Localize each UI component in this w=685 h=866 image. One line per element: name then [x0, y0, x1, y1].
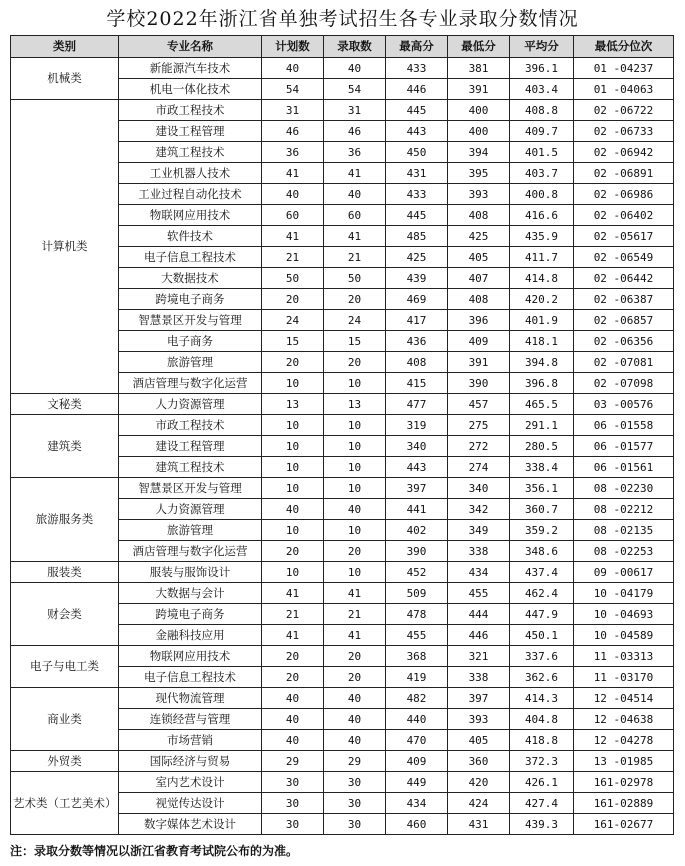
rank-cell: 06 -01577 — [574, 436, 674, 457]
admit-cell: 13 — [324, 394, 386, 415]
category-cell: 服装类 — [11, 562, 119, 583]
category-cell: 文秘类 — [11, 394, 119, 415]
major-cell: 人力资源管理 — [119, 499, 262, 520]
rank-cell: 08 -02212 — [574, 499, 674, 520]
min-cell: 342 — [448, 499, 510, 520]
min-cell: 424 — [448, 793, 510, 814]
plan-cell: 54 — [262, 79, 324, 100]
rank-cell: 08 -02230 — [574, 478, 674, 499]
table-row — [11, 562, 674, 583]
avg-cell: 403.4 — [510, 79, 574, 100]
max-cell: 433 — [386, 184, 448, 205]
avg-cell: 356.1 — [510, 478, 574, 499]
table-row — [11, 478, 674, 499]
admit-cell: 31 — [324, 100, 386, 121]
max-cell: 402 — [386, 520, 448, 541]
max-cell: 449 — [386, 772, 448, 793]
header-admit: 录取数 — [324, 36, 386, 58]
rank-cell: 08 -02135 — [574, 520, 674, 541]
avg-cell: 409.7 — [510, 121, 574, 142]
max-cell: 443 — [386, 121, 448, 142]
table-body — [11, 58, 674, 835]
admit-cell: 36 — [324, 142, 386, 163]
plan-cell: 40 — [262, 499, 324, 520]
avg-cell: 401.9 — [510, 310, 574, 331]
min-cell: 274 — [448, 457, 510, 478]
major-cell: 室内艺术设计 — [119, 772, 262, 793]
major-cell: 工业机器人技术 — [119, 163, 262, 184]
max-cell: 482 — [386, 688, 448, 709]
plan-cell: 20 — [262, 352, 324, 373]
admit-cell: 40 — [324, 730, 386, 751]
admit-cell: 50 — [324, 268, 386, 289]
avg-cell: 362.6 — [510, 667, 574, 688]
major-cell: 建筑工程技术 — [119, 457, 262, 478]
admit-cell: 40 — [324, 688, 386, 709]
plan-cell: 40 — [262, 184, 324, 205]
max-cell: 477 — [386, 394, 448, 415]
major-cell: 电子商务 — [119, 331, 262, 352]
admit-cell: 10 — [324, 478, 386, 499]
avg-cell: 447.9 — [510, 604, 574, 625]
major-cell: 市政工程技术 — [119, 415, 262, 436]
admit-cell: 41 — [324, 583, 386, 604]
plan-cell: 40 — [262, 709, 324, 730]
plan-cell: 13 — [262, 394, 324, 415]
rank-cell: 09 -00617 — [574, 562, 674, 583]
plan-cell: 30 — [262, 772, 324, 793]
major-cell: 软件技术 — [119, 226, 262, 247]
plan-cell: 24 — [262, 310, 324, 331]
min-cell: 434 — [448, 562, 510, 583]
header-avg: 平均分 — [510, 36, 574, 58]
plan-cell: 21 — [262, 604, 324, 625]
min-cell: 349 — [448, 520, 510, 541]
plan-cell: 40 — [262, 688, 324, 709]
max-cell: 455 — [386, 625, 448, 646]
avg-cell: 450.1 — [510, 625, 574, 646]
header-plan: 计划数 — [262, 36, 324, 58]
rank-cell: 02 -07081 — [574, 352, 674, 373]
rank-cell: 02 -06442 — [574, 268, 674, 289]
max-cell: 478 — [386, 604, 448, 625]
avg-cell: 462.4 — [510, 583, 574, 604]
min-cell: 272 — [448, 436, 510, 457]
admit-cell: 30 — [324, 814, 386, 835]
major-cell: 智慧景区开发与管理 — [119, 478, 262, 499]
plan-cell: 29 — [262, 751, 324, 772]
admit-cell: 10 — [324, 415, 386, 436]
min-cell: 420 — [448, 772, 510, 793]
avg-cell: 414.8 — [510, 268, 574, 289]
header-major: 专业名称 — [119, 36, 262, 58]
min-cell: 408 — [448, 205, 510, 226]
admit-cell: 41 — [324, 163, 386, 184]
max-cell: 425 — [386, 247, 448, 268]
major-cell: 市政工程技术 — [119, 100, 262, 121]
avg-cell: 372.3 — [510, 751, 574, 772]
min-cell: 405 — [448, 730, 510, 751]
avg-cell: 394.8 — [510, 352, 574, 373]
category-cell: 外贸类 — [11, 751, 119, 772]
max-cell: 436 — [386, 331, 448, 352]
rank-cell: 02 -06402 — [574, 205, 674, 226]
major-cell: 酒店管理与数字化运营 — [119, 373, 262, 394]
admit-cell: 41 — [324, 226, 386, 247]
avg-cell: 404.8 — [510, 709, 574, 730]
min-cell: 400 — [448, 121, 510, 142]
min-cell: 457 — [448, 394, 510, 415]
admit-cell: 10 — [324, 373, 386, 394]
avg-cell: 337.6 — [510, 646, 574, 667]
rank-cell: 02 -06733 — [574, 121, 674, 142]
max-cell: 469 — [386, 289, 448, 310]
min-cell: 275 — [448, 415, 510, 436]
admit-cell: 20 — [324, 646, 386, 667]
plan-cell: 60 — [262, 205, 324, 226]
avg-cell: 291.1 — [510, 415, 574, 436]
min-cell: 395 — [448, 163, 510, 184]
admit-cell: 10 — [324, 562, 386, 583]
max-cell: 433 — [386, 58, 448, 79]
avg-cell: 437.4 — [510, 562, 574, 583]
rank-cell: 02 -06549 — [574, 247, 674, 268]
max-cell: 460 — [386, 814, 448, 835]
category-cell: 电子与电工类 — [11, 646, 119, 688]
plan-cell: 10 — [262, 457, 324, 478]
max-cell: 390 — [386, 541, 448, 562]
rank-cell: 161-02978 — [574, 772, 674, 793]
rank-cell: 06 -01558 — [574, 415, 674, 436]
major-cell: 连锁经营与管理 — [119, 709, 262, 730]
plan-cell: 41 — [262, 226, 324, 247]
rank-cell: 10 -04179 — [574, 583, 674, 604]
rank-cell: 01 -04237 — [574, 58, 674, 79]
admit-cell: 10 — [324, 520, 386, 541]
page-title: 学校2022年浙江省单独考试招生各专业录取分数情况 — [106, 8, 579, 30]
table-row — [11, 394, 674, 415]
major-cell: 电子信息工程技术 — [119, 247, 262, 268]
admit-cell: 10 — [324, 436, 386, 457]
min-cell: 396 — [448, 310, 510, 331]
min-cell: 407 — [448, 268, 510, 289]
avg-cell: 427.4 — [510, 793, 574, 814]
max-cell: 409 — [386, 751, 448, 772]
plan-cell: 50 — [262, 268, 324, 289]
max-cell: 470 — [386, 730, 448, 751]
avg-cell: 418.1 — [510, 331, 574, 352]
major-cell: 视觉传达设计 — [119, 793, 262, 814]
admit-cell: 40 — [324, 499, 386, 520]
rank-cell: 08 -02253 — [574, 541, 674, 562]
admit-cell: 46 — [324, 121, 386, 142]
rank-cell: 02 -06891 — [574, 163, 674, 184]
min-cell: 338 — [448, 541, 510, 562]
min-cell: 397 — [448, 688, 510, 709]
admit-cell: 24 — [324, 310, 386, 331]
table-row — [11, 583, 674, 604]
rank-cell: 02 -06356 — [574, 331, 674, 352]
rank-cell: 161-02889 — [574, 793, 674, 814]
plan-cell: 31 — [262, 100, 324, 121]
max-cell: 419 — [386, 667, 448, 688]
major-cell: 现代物流管理 — [119, 688, 262, 709]
category-cell: 计算机类 — [11, 100, 119, 394]
table-row — [11, 100, 674, 121]
max-cell: 485 — [386, 226, 448, 247]
avg-cell: 439.3 — [510, 814, 574, 835]
min-cell: 390 — [448, 373, 510, 394]
plan-cell: 20 — [262, 667, 324, 688]
max-cell: 397 — [386, 478, 448, 499]
header-category: 类别 — [11, 36, 119, 58]
max-cell: 368 — [386, 646, 448, 667]
rank-cell: 02 -06942 — [574, 142, 674, 163]
plan-cell: 10 — [262, 520, 324, 541]
major-cell: 人力资源管理 — [119, 394, 262, 415]
max-cell: 408 — [386, 352, 448, 373]
min-cell: 409 — [448, 331, 510, 352]
major-cell: 大数据技术 — [119, 268, 262, 289]
max-cell: 415 — [386, 373, 448, 394]
max-cell: 445 — [386, 100, 448, 121]
admit-cell: 21 — [324, 247, 386, 268]
major-cell: 电子信息工程技术 — [119, 667, 262, 688]
min-cell: 431 — [448, 814, 510, 835]
rank-cell: 03 -00576 — [574, 394, 674, 415]
admit-cell: 30 — [324, 793, 386, 814]
major-cell: 服装与服饰设计 — [119, 562, 262, 583]
plan-cell: 36 — [262, 142, 324, 163]
max-cell: 340 — [386, 436, 448, 457]
avg-cell: 348.6 — [510, 541, 574, 562]
admit-cell: 10 — [324, 457, 386, 478]
max-cell: 446 — [386, 79, 448, 100]
max-cell: 440 — [386, 709, 448, 730]
plan-cell: 41 — [262, 163, 324, 184]
rank-cell: 02 -05617 — [574, 226, 674, 247]
avg-cell: 338.4 — [510, 457, 574, 478]
major-cell: 建设工程管理 — [119, 121, 262, 142]
min-cell: 405 — [448, 247, 510, 268]
min-cell: 455 — [448, 583, 510, 604]
avg-cell: 465.5 — [510, 394, 574, 415]
major-cell: 建筑工程技术 — [119, 142, 262, 163]
plan-cell: 41 — [262, 583, 324, 604]
plan-cell: 10 — [262, 436, 324, 457]
rank-cell: 11 -03170 — [574, 667, 674, 688]
category-cell: 商业类 — [11, 688, 119, 751]
min-cell: 394 — [448, 142, 510, 163]
avg-cell: 280.5 — [510, 436, 574, 457]
plan-cell: 21 — [262, 247, 324, 268]
plan-cell: 20 — [262, 541, 324, 562]
max-cell: 441 — [386, 499, 448, 520]
table-row — [11, 751, 674, 772]
admit-cell: 20 — [324, 667, 386, 688]
avg-cell: 359.2 — [510, 520, 574, 541]
min-cell: 381 — [448, 58, 510, 79]
min-cell: 321 — [448, 646, 510, 667]
plan-cell: 40 — [262, 730, 324, 751]
category-cell: 建筑类 — [11, 415, 119, 478]
min-cell: 338 — [448, 667, 510, 688]
max-cell: 431 — [386, 163, 448, 184]
admit-cell: 29 — [324, 751, 386, 772]
admit-cell: 40 — [324, 709, 386, 730]
min-cell: 393 — [448, 184, 510, 205]
table-row — [11, 58, 674, 79]
plan-cell: 15 — [262, 331, 324, 352]
max-cell: 417 — [386, 310, 448, 331]
major-cell: 旅游管理 — [119, 352, 262, 373]
avg-cell: 400.8 — [510, 184, 574, 205]
table-row — [11, 646, 674, 667]
max-cell: 439 — [386, 268, 448, 289]
admit-cell: 30 — [324, 772, 386, 793]
plan-cell: 10 — [262, 562, 324, 583]
plan-cell: 20 — [262, 289, 324, 310]
header-min: 最低分 — [448, 36, 510, 58]
min-cell: 444 — [448, 604, 510, 625]
admit-cell: 20 — [324, 541, 386, 562]
major-cell: 机电一体化技术 — [119, 79, 262, 100]
table-row — [11, 772, 674, 793]
header-rank: 最低分位次 — [574, 36, 674, 58]
major-cell: 跨境电子商务 — [119, 604, 262, 625]
admit-cell: 60 — [324, 205, 386, 226]
plan-cell: 10 — [262, 415, 324, 436]
admit-cell: 20 — [324, 352, 386, 373]
header-row — [11, 36, 674, 58]
major-cell: 智慧景区开发与管理 — [119, 310, 262, 331]
avg-cell: 396.1 — [510, 58, 574, 79]
category-cell: 机械类 — [11, 58, 119, 100]
avg-cell: 416.6 — [510, 205, 574, 226]
major-cell: 大数据与会计 — [119, 583, 262, 604]
max-cell: 452 — [386, 562, 448, 583]
min-cell: 391 — [448, 79, 510, 100]
plan-cell: 40 — [262, 58, 324, 79]
category-cell: 旅游服务类 — [11, 478, 119, 562]
rank-cell: 02 -07098 — [574, 373, 674, 394]
avg-cell: 403.7 — [510, 163, 574, 184]
rank-cell: 01 -04063 — [574, 79, 674, 100]
max-cell: 450 — [386, 142, 448, 163]
max-cell: 443 — [386, 457, 448, 478]
min-cell: 340 — [448, 478, 510, 499]
admit-cell: 40 — [324, 184, 386, 205]
footnote: 注：录取分数等情况以浙江省教育考试院公布的为准。 — [10, 844, 299, 858]
avg-cell: 411.7 — [510, 247, 574, 268]
avg-cell: 396.8 — [510, 373, 574, 394]
avg-cell: 426.1 — [510, 772, 574, 793]
avg-cell: 435.9 — [510, 226, 574, 247]
rank-cell: 11 -03313 — [574, 646, 674, 667]
avg-cell: 360.7 — [510, 499, 574, 520]
major-cell: 新能源汽车技术 — [119, 58, 262, 79]
admit-cell: 15 — [324, 331, 386, 352]
rank-cell: 13 -01985 — [574, 751, 674, 772]
rank-cell: 02 -06986 — [574, 184, 674, 205]
major-cell: 物联网应用技术 — [119, 205, 262, 226]
major-cell: 跨境电子商务 — [119, 289, 262, 310]
min-cell: 391 — [448, 352, 510, 373]
major-cell: 数字媒体艺术设计 — [119, 814, 262, 835]
max-cell: 434 — [386, 793, 448, 814]
admit-cell: 20 — [324, 289, 386, 310]
major-cell: 工业过程自动化技术 — [119, 184, 262, 205]
header-max: 最高分 — [386, 36, 448, 58]
major-cell: 金融科技应用 — [119, 625, 262, 646]
avg-cell: 408.8 — [510, 100, 574, 121]
rank-cell: 12 -04514 — [574, 688, 674, 709]
major-cell: 酒店管理与数字化运营 — [119, 541, 262, 562]
plan-cell: 41 — [262, 625, 324, 646]
min-cell: 393 — [448, 709, 510, 730]
avg-cell: 401.5 — [510, 142, 574, 163]
rank-cell: 06 -01561 — [574, 457, 674, 478]
admit-cell: 40 — [324, 58, 386, 79]
min-cell: 360 — [448, 751, 510, 772]
admit-cell: 41 — [324, 625, 386, 646]
major-cell: 建设工程管理 — [119, 436, 262, 457]
min-cell: 400 — [448, 100, 510, 121]
rank-cell: 02 -06387 — [574, 289, 674, 310]
rank-cell: 02 -06857 — [574, 310, 674, 331]
min-cell: 446 — [448, 625, 510, 646]
avg-cell: 414.3 — [510, 688, 574, 709]
admission-scores-table — [10, 35, 674, 835]
plan-cell: 10 — [262, 478, 324, 499]
plan-cell: 30 — [262, 793, 324, 814]
plan-cell: 30 — [262, 814, 324, 835]
category-cell: 艺术类（工艺美术） — [11, 772, 119, 835]
category-cell: 财会类 — [11, 583, 119, 646]
admit-cell: 54 — [324, 79, 386, 100]
major-cell: 国际经济与贸易 — [119, 751, 262, 772]
min-cell: 408 — [448, 289, 510, 310]
avg-cell: 418.8 — [510, 730, 574, 751]
rank-cell: 02 -06722 — [574, 100, 674, 121]
avg-cell: 420.2 — [510, 289, 574, 310]
major-cell: 物联网应用技术 — [119, 646, 262, 667]
major-cell: 市场营销 — [119, 730, 262, 751]
major-cell: 旅游管理 — [119, 520, 262, 541]
rank-cell: 12 -04278 — [574, 730, 674, 751]
table-row — [11, 415, 674, 436]
plan-cell: 20 — [262, 646, 324, 667]
min-cell: 425 — [448, 226, 510, 247]
rank-cell: 12 -04638 — [574, 709, 674, 730]
max-cell: 445 — [386, 205, 448, 226]
rank-cell: 10 -04693 — [574, 604, 674, 625]
rank-cell: 10 -04589 — [574, 625, 674, 646]
rank-cell: 161-02677 — [574, 814, 674, 835]
plan-cell: 46 — [262, 121, 324, 142]
admit-cell: 21 — [324, 604, 386, 625]
max-cell: 319 — [386, 415, 448, 436]
plan-cell: 10 — [262, 373, 324, 394]
table-row — [11, 688, 674, 709]
max-cell: 509 — [386, 583, 448, 604]
